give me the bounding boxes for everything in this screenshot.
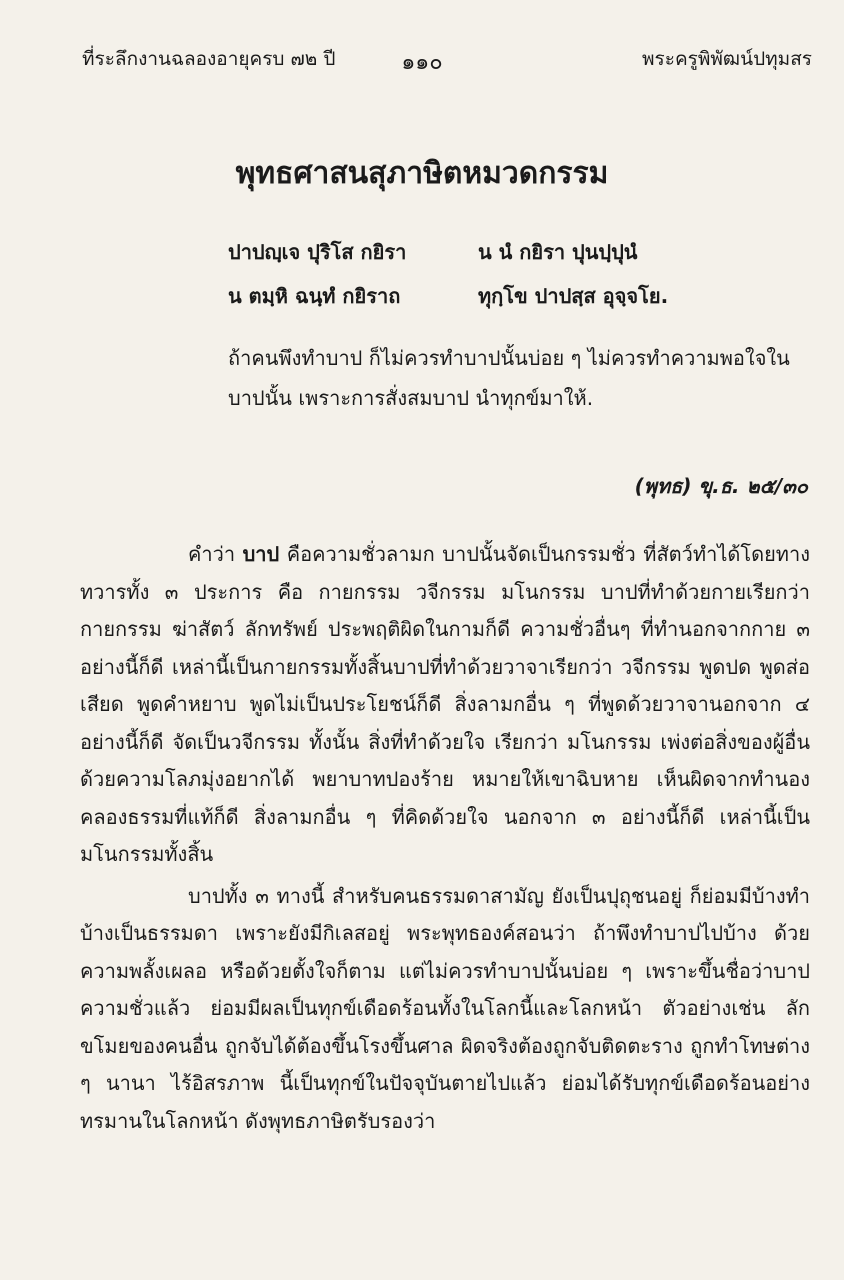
keyword-bap: บาป bbox=[242, 542, 280, 566]
pali-verse-1a: ปาปญฺเจ ปุริโส กยิรา bbox=[228, 240, 407, 264]
paragraph-1-text: คือความชั่วลามก บาปนั้นจัดเป็นกรรมชั่ว ที่สัตว์ทำได้โดยทางทวารทั้ง ๓ ประการ คือ กายกรรม วจีกรรม มโนกรรม บาปที่ทำด้วยกายเรียกว่า กายกรรม ฆ่าสัตว์ ลักทรัพย์ ประพฤติผิดในกามก็ดี ความชั่วอื่นๆ ที่ทำนอกจากกาย ๓ อย่างนี้ก็ดี เหล่านี้เป็นกายกรรมทั้งสิ้นบาปที่ทำด้วยวาจาเรียกว่า วจีกรรม พูดปด พูดส่อเสียด พูดคำหยาบ พูดไม่เป็นประโยชน์ก็ดี สิ่งลามกอื่น ๆ ที่พูดด้วยวาจานอกจาก ๔ อย่างนี้ก็ดี จัดเป็นวจีกรรม ทั้งนั้น สิ่งที่ทำด้วยใจ เรียกว่า มโนกรรม เพ่งต่อสิ่งของผู้อื่น ด้วยความโลภมุ่งอยากได้ พยาบาทปองร้าย หมายให้เขาฉิบหาย เห็นผิดจากทำนองคลองธรรมที่แท้ก็ดี สิ่งลามกอื่น ๆ ที่คิดด้วยใจ นอกจาก ๓ อย่างนี้ก็ดี เหล่านี้เป็นมโนกรรมทั้งสิ้น bbox=[80, 542, 810, 866]
verse-translation: ถ้าคนพึงทำบาป ก็ไม่ควรทำบาปนั้นบ่อย ๆ ไม่ควรทำความพอใจในบาปนั้น เพราะการสั่งสมบาป นำทุกข์มาให้. bbox=[228, 346, 790, 410]
pali-verse-2b: ทุกฺโข ปาปสฺส อุจฺจโย. bbox=[478, 284, 669, 308]
pali-verse-2a: น ตมฺหิ ฉนฺทํ กยิราถ bbox=[228, 284, 401, 308]
header-author: พระครูพิพัฒน์ปทุมสร bbox=[642, 48, 812, 70]
page-number: ๑๑๐ bbox=[401, 50, 443, 75]
pali-verse-line-1 bbox=[228, 236, 637, 268]
body-text bbox=[80, 536, 810, 1140]
pali-verse-1b: น นํ กยิรา ปุนปฺปุนํ bbox=[478, 240, 638, 264]
verse-reference: (พุทธ) ขุ.ธ. ๒๕/๓๐ bbox=[634, 474, 808, 498]
header-book-title: ที่ระลึกงานฉลองอายุครบ ๗๒ ปี bbox=[82, 48, 336, 70]
pali-verse-line-2 bbox=[228, 280, 668, 312]
page-title: พุทธศาสนสุภาษิตหมวดกรรม bbox=[235, 156, 609, 191]
paragraph-1 bbox=[80, 536, 810, 874]
paragraph-2: บาปทั้ง ๓ ทางนี้ สำหรับคนธรรมดาสามัญ ยังเป็นปุถุชนอยู่ ก็ย่อมมีบ้างทำบ้างเป็นธรรมดา เพราะยังมีกิเลสอยู่ พระพุทธองค์สอนว่า ถ้าพึงทำบาปไปบ้าง ด้วยความพลั้งเผลอ หรือด้วยตั้งใจก็ตาม แต่ไม่ควรทำบาปนั้นบ่อย ๆ เพราะขึ้นชื่อว่าบาป ความชั่วแล้ว ย่อมมีผลเป็นทุกข์เดือดร้อนทั้งในโลกนี้และโลกหน้า ตัวอย่างเช่น ลักขโมยของคนอื่น ถูกจับได้ต้องขึ้นโรงขึ้นศาล ผิดจริงต้องถูกจับติดตะราง ถูกทำโทษต่าง ๆ นานา ไร้อิสรภาพ นี้เป็นทุกข์ในปัจจุบันตายไปแล้ว ย่อมได้รับทุกข์เดือดร้อนอย่างทรมานในโลกหน้า ดังพุทธภาษิตรับรองว่า bbox=[80, 883, 810, 1133]
page-header bbox=[0, 44, 844, 78]
paragraph-1-prefix: คำว่า bbox=[188, 542, 243, 566]
